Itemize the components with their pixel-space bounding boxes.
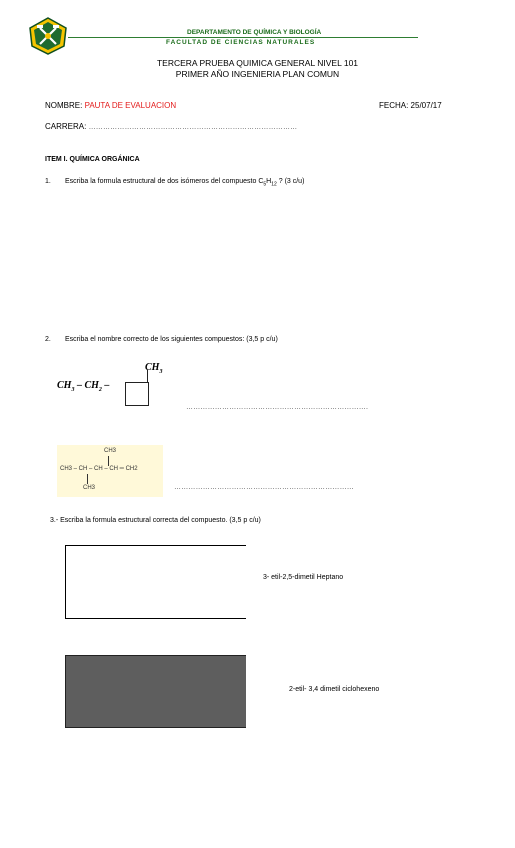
answer-box-1 [65, 545, 246, 619]
exam-title: TERCERA PRUEBA QUIMICA GENERAL NIVEL 101 [156, 58, 359, 68]
compound-1: 3- etil-2,5-dimetil Heptano [263, 574, 344, 581]
structure-2-top-bond [108, 456, 109, 466]
department-name: DEPARTAMENTO DE QUÍMICA Y BIOLOGÍA [187, 29, 322, 36]
structure-2 [57, 445, 163, 497]
question-3: 3.- Escriba la formula estructural correcta del compuesto. (3,5 p c/u) [50, 517, 261, 524]
structure-2-bottom-bond [87, 474, 88, 484]
header-divider [68, 37, 418, 38]
name-field [45, 101, 176, 110]
faculty-name: FACULTAD DE CIENCIAS NATURALES [166, 39, 316, 46]
structure-1-main: $CH_3 - CH_2$ – [57, 380, 110, 393]
question-1-tail: ? (3 c/u) [276, 178, 305, 185]
name-label: NOMBRE: [45, 101, 83, 110]
structure-1-ring [125, 382, 149, 406]
structure-2-main: CH3 – CH – CH – CH ═ CH2 [60, 466, 138, 472]
structure-2-bottom: CH3 [83, 485, 96, 491]
question-1-mid: H [266, 178, 272, 185]
question-2-number: 2. [45, 336, 51, 343]
structure-2-top: CH3 [104, 448, 117, 454]
question-1-number: 1. [45, 178, 51, 185]
exam-subtitle: PRIMER AÑO INGENIERIA PLAN COMUN [175, 69, 340, 79]
question-1-text: Escriba la formula estructural de dos isómeros del compuesto C [64, 178, 264, 185]
question-1-sub2: 12 [271, 181, 277, 188]
university-logo [28, 16, 68, 56]
answer-line-1: …………………………………………………………………. [186, 404, 369, 411]
answer-line-2: ………………………………………………………………… [174, 484, 354, 491]
question-1-sub1: 5 [263, 181, 267, 188]
question-2 [45, 336, 278, 343]
career-label: CARRERA: [45, 122, 87, 131]
name-value: PAUTA DE EVALUACION [84, 101, 177, 110]
question-2-text: Escriba el nombre correcto de los siguientes compuestos: (3,5 p c/u) [64, 336, 278, 343]
structure-1 [57, 362, 177, 412]
answer-box-2 [65, 655, 246, 728]
question-1 [45, 178, 304, 187]
career-dots: …………………………………………………………………………… [88, 124, 298, 131]
item-title: ITEM I. QUÍMICA ORGÁNICA [45, 156, 140, 163]
date-field: FECHA: 25/07/17 [379, 101, 442, 110]
career-field [45, 122, 297, 131]
compound-2: 2-etil- 3,4 dimetil ciclohexeno [289, 686, 380, 693]
structure-1-top: $CH_3$ [145, 362, 163, 375]
